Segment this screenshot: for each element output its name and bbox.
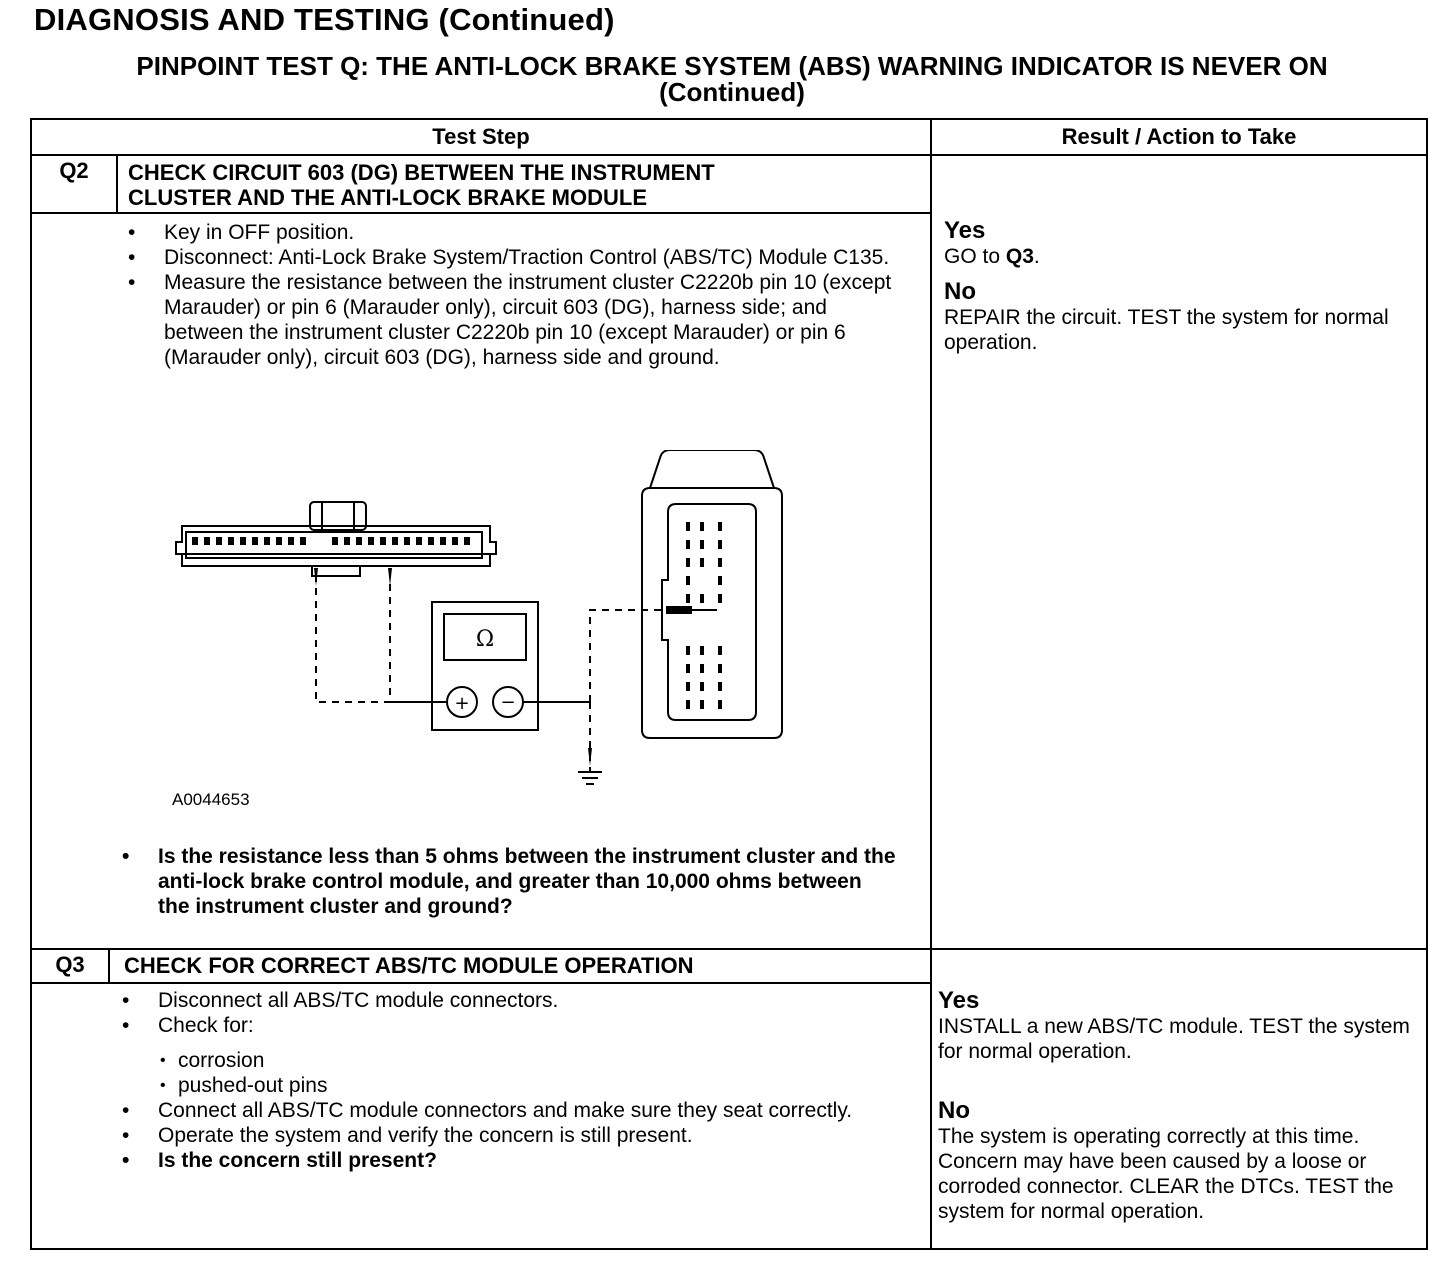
list-item: • Connect all ABS/TC module connectors and make sure they seat correctly.	[118, 1098, 898, 1123]
list-item	[118, 1013, 898, 1098]
list-item: • pushed-out pins	[158, 1073, 898, 1098]
list-item: • Disconnect all ABS/TC module connectors.	[118, 988, 898, 1013]
list-item: • Operate the system and verify the concern is still present.	[118, 1123, 898, 1148]
pinpoint-test-title	[34, 53, 1430, 105]
q3-yes-label: Yes	[938, 987, 980, 1014]
jumper-wire-2	[590, 610, 666, 702]
q2-no-label: No	[944, 278, 976, 305]
q3-no-text: The system is operating correctly at this time. Concern may have been caused by a loose or corroded connector. CLEAR the DTCs. TEST the system for normal operation.	[938, 1125, 1394, 1223]
figure-id: A0044653	[172, 790, 250, 809]
positive-terminal-symbol: +	[454, 693, 470, 714]
pinpoint-title-line1: PINPOINT TEST Q: THE ANTI-LOCK BRAKE SYSTEM (ABS) WARNING INDICATOR IS NEVER ON	[136, 51, 1328, 81]
q2-yes-label: Yes	[944, 217, 986, 244]
q2-instructions	[124, 220, 894, 370]
q2-yes-text-prefix: GO to	[944, 245, 1006, 268]
test-table	[30, 118, 1428, 1250]
list-item: • Is the resistance less than 5 ohms between the instrument cluster and the anti-lock brake control module, and greater than 10,000 ohms between the instrument cluster and ground?	[118, 844, 898, 919]
ohmmeter	[432, 602, 538, 730]
list-item: • Measure the resistance between the instrument cluster C2220b pin 10 (except Marauder) or pin 6 (Marauder only), circuit 603 (DG), harness side; and between the instrument cluster C2220b pin 10 (except Marauder) or pin 6 (Marauder only), circuit 603 (DG), harness side and ground.	[124, 270, 894, 370]
q3-result	[938, 988, 1418, 1234]
q2-no-text: REPAIR the circuit. TEST the system for normal operation.	[944, 306, 1389, 354]
step-number-q2: Q2	[59, 158, 89, 183]
jumper-wire-1	[316, 575, 390, 702]
abs-module-connector	[642, 450, 782, 738]
q2-yes-step-ref: Q3	[1005, 245, 1034, 268]
page-title: DIAGNOSIS AND TESTING (Continued)	[34, 2, 615, 37]
step-title-q2-line1: CHECK CIRCUIT 603 (DG) BETWEEN THE INSTRUMENT	[128, 160, 715, 185]
list-item-text: Check for:	[158, 1014, 254, 1037]
negative-terminal-symbol: −	[500, 692, 516, 713]
resistance-test-diagram	[172, 450, 792, 820]
q3-instructions	[118, 988, 898, 1173]
q2-title-divider	[32, 212, 930, 214]
q2-yes-text	[944, 244, 1418, 269]
column-divider	[930, 120, 932, 1248]
q3-yes-text: INSTALL a new ABS/TC module. TEST the system for normal operation.	[938, 1015, 1410, 1063]
step-divider	[32, 948, 1426, 950]
wiring-diagram	[172, 450, 792, 790]
ground-symbol	[578, 772, 602, 784]
step-number-q3: Q3	[55, 952, 85, 977]
q2-yes-text-suffix: .	[1033, 245, 1040, 268]
step-title-q3: CHECK FOR CORRECT ABS/TC MODULE OPERATION	[124, 953, 694, 978]
q3-title-divider	[32, 982, 930, 984]
pinpoint-title-line2: (Continued)	[659, 77, 805, 107]
header-divider	[32, 154, 1426, 156]
column-header-result: Result / Action to Take	[1061, 124, 1297, 149]
step-title-q2-line2: CLUSTER AND THE ANTI-LOCK BRAKE MODULE	[128, 185, 648, 210]
ohm-symbol: Ω	[475, 627, 495, 652]
q2-result	[944, 218, 1418, 365]
q3-no-label: No	[938, 1097, 970, 1124]
q3-question: • Is the concern still present?	[118, 1148, 898, 1173]
q3-check-list	[158, 1048, 898, 1098]
list-item: • corrosion	[158, 1048, 898, 1073]
q2-question	[118, 844, 898, 919]
column-header-test-step: Test Step	[432, 124, 530, 149]
list-item: • Key in OFF position.	[124, 220, 894, 245]
list-item: • Disconnect: Anti-Lock Brake System/Traction Control (ABS/TC) Module C135.	[124, 245, 894, 270]
q2-number-divider	[116, 154, 118, 212]
q3-number-divider	[108, 948, 110, 982]
step-title-q2	[128, 160, 918, 210]
